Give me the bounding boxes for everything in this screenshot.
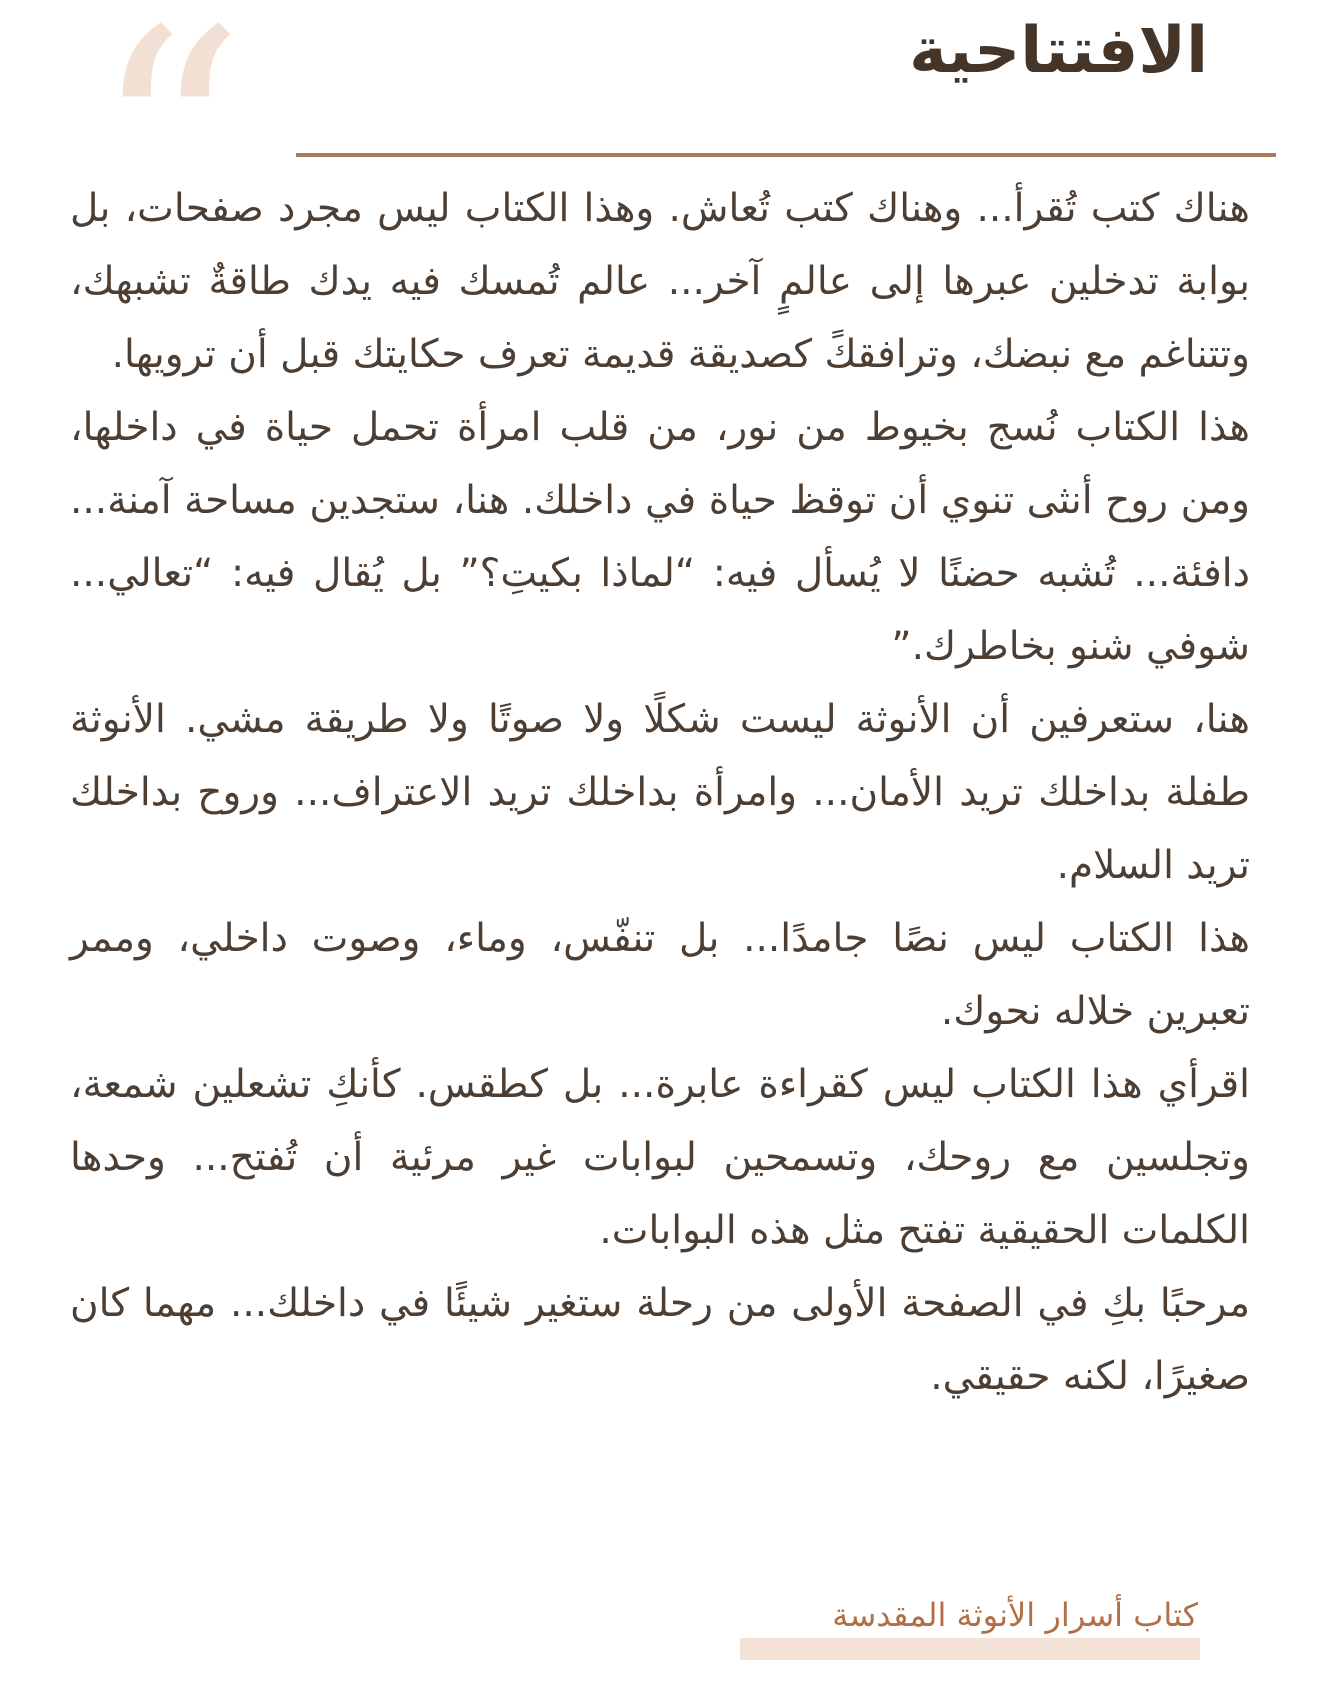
page-title: الافتتاحية [909, 14, 1208, 88]
paragraph-5: اقرأي هذا الكتاب ليس كقراءة عابرة... بل كطقس. كأنكِ تشعلين شمعة، وتجلسين مع روحك، وتسمحين لبوابات غير مرئية أن تُفتح... وحدها الكلمات الحقيقية تفتح مثل هذه البوابات. [70, 1062, 1250, 1253]
title-divider [296, 153, 1276, 157]
source-caption [832, 1596, 1198, 1634]
body-text [70, 172, 1250, 1413]
caption-text: كتاب أسرار الأنوثة المقدسة [832, 1596, 1198, 1634]
paragraph-6: مرحبًا بكِ في الصفحة الأولى من رحلة ستغير شيئًا في داخلك... مهما كان صغيرًا، لكنه حقيقي. [70, 1281, 1250, 1399]
opening-double-quote-icon: “ [92, 0, 246, 316]
caption-highlight-band [740, 1638, 1200, 1660]
paragraph-3: هنا، ستعرفين أن الأنوثة ليست شكلًا ولا صوتًا ولا طريقة مشي. الأنوثة طفلة بداخلك تريد الأمان... وامرأة بداخلك تريد الاعتراف... وروح بداخلك تريد السلام. [70, 697, 1250, 888]
paragraph-1: هناك كتب تُقرأ... وهناك كتب تُعاش. وهذا الكتاب ليس مجرد صفحات، بل بوابة تدخلين عبرها إلى عالمٍ آخر... عالم تُمسك فيه يدك طاقةٌ تشبهك، وتتناغم مع نبضك، وترافقكً كصديقة قديمة تعرف حكايتك قبل أن ترويها. [70, 186, 1250, 377]
paragraph-2: هذا الكتاب نُسج بخيوط من نور، من قلب امرأة تحمل حياة في داخلها، ومن روح أنثى تنوي أن توقظ حياة في داخلك. هنا، ستجدين مساحة آمنة... دافئة... تُشبه حضنًا لا يُسأل فيه: “لماذا بكيتِ؟” بل يُقال فيه: “تعالي... شوفي شنو بخاطرك.” [70, 405, 1250, 669]
paragraph-4: هذا الكتاب ليس نصًا جامدًا... بل تنفّس، وماء، وصوت داخلي، وممر تعبرين خلاله نحوك. [70, 916, 1250, 1034]
